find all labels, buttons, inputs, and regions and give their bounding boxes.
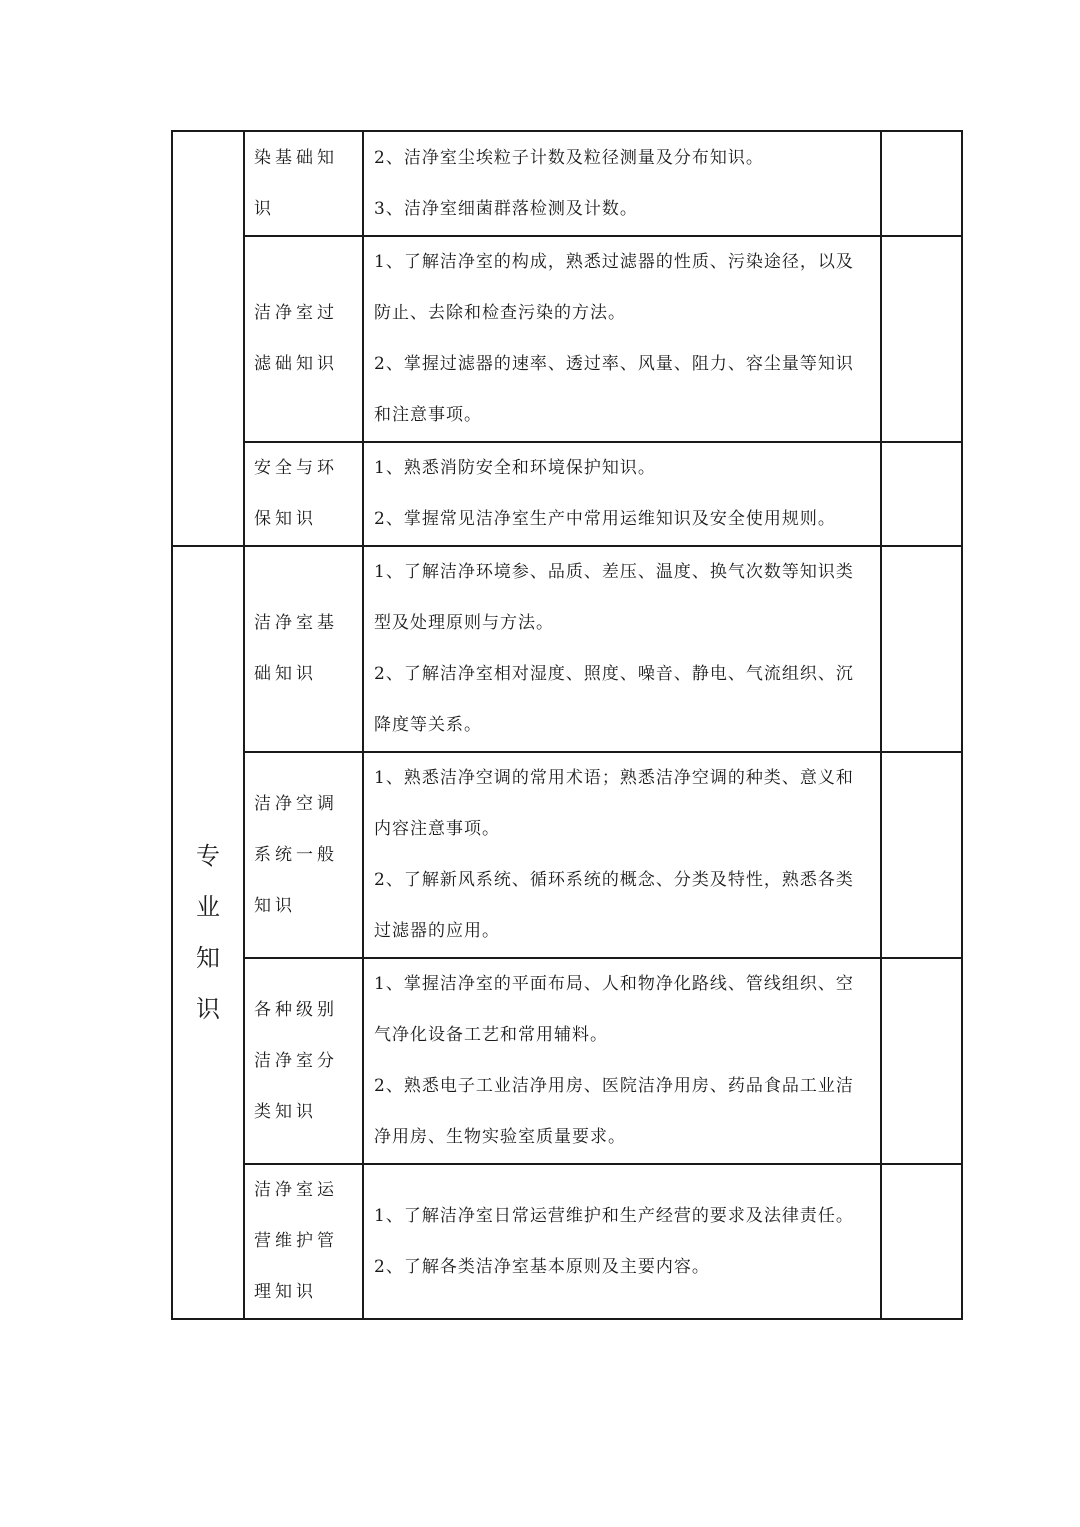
category-cell — [172, 546, 244, 1319]
content-cell — [363, 752, 881, 958]
content-line: 防止、去除和检查污染的方法。 — [374, 303, 626, 323]
blank-cell — [881, 442, 962, 546]
content-line: 气净化设备工艺和常用辅料。 — [374, 1025, 608, 1045]
blank-cell — [881, 546, 962, 752]
content-line: 和注意事项。 — [374, 405, 482, 425]
blank-cell — [881, 958, 962, 1164]
content-cell — [363, 958, 881, 1164]
knowledge-table — [171, 130, 963, 1320]
content-line: 内容注意事项。 — [374, 819, 500, 839]
content-cell — [363, 131, 881, 236]
content-line: 净用房、生物实验室质量要求。 — [374, 1127, 626, 1147]
table-row — [172, 442, 962, 546]
content-line: 2、掌握常见洁净室生产中常用运维知识及安全使用规则。 — [374, 509, 836, 529]
content-line: 降度等关系。 — [374, 715, 482, 735]
blank-cell — [881, 236, 962, 442]
topic-cell: 洁净空调系统一般知识 — [244, 752, 363, 958]
topic-cell: 洁净室过滤础知识 — [244, 236, 363, 442]
content-line: 2、了解新风系统、循环系统的概念、分类及特性，熟悉各类 — [374, 870, 854, 890]
content-line: 2、熟悉电子工业洁净用房、医院洁净用房、药品食品工业洁 — [374, 1076, 854, 1096]
blank-cell — [881, 131, 962, 236]
content-line: 1、熟悉消防安全和环境保护知识。 — [374, 458, 656, 478]
content-line: 1、了解洁净室的构成，熟悉过滤器的性质、污染途径，以及 — [374, 252, 854, 272]
table-row — [172, 752, 962, 958]
topic-cell: 染基础知识 — [244, 131, 363, 236]
blank-cell — [881, 1164, 962, 1319]
content-line: 1、了解洁净环境参、品质、差压、温度、换气次数等知识类 — [374, 562, 854, 582]
content-line: 2、洁净室尘埃粒子计数及粒径测量及分布知识。 — [374, 147, 764, 168]
content-line: 2、了解各类洁净室基本原则及主要内容。 — [374, 1256, 710, 1277]
category-label: 专 业 知 识 — [196, 841, 220, 1023]
category-cell-continued — [172, 131, 244, 546]
table-row — [172, 958, 962, 1164]
topic-cell: 洁净室基础知识 — [244, 546, 363, 752]
content-cell — [363, 546, 881, 752]
content-line: 1、掌握洁净室的平面布局、人和物净化路线、管线组织、空 — [374, 974, 854, 994]
content-line: 2、掌握过滤器的速率、透过率、风量、阻力、容尘量等知识 — [374, 354, 854, 374]
content-line: 过滤器的应用。 — [374, 921, 500, 941]
content-cell — [363, 1164, 881, 1319]
content-line: 1、了解洁净室日常运营维护和生产经营的要求及法律责任。 — [374, 1205, 854, 1226]
table-row — [172, 131, 962, 236]
content-line: 3、洁净室细菌群落检测及计数。 — [374, 198, 638, 219]
table-row — [172, 1164, 962, 1319]
topic-cell: 安全与环保知识 — [244, 442, 363, 546]
content-line: 2、了解洁净室相对湿度、照度、噪音、静电、气流组织、沉 — [374, 664, 854, 684]
topic-cell: 各种级别洁净室分类知识 — [244, 958, 363, 1164]
content-cell — [363, 442, 881, 546]
content-line: 1、熟悉洁净空调的常用术语；熟悉洁净空调的种类、意义和 — [374, 768, 854, 788]
blank-cell — [881, 752, 962, 958]
content-cell — [363, 236, 881, 442]
content-line: 型及处理原则与方法。 — [374, 613, 554, 633]
table-row — [172, 236, 962, 442]
topic-cell: 洁净室运营维护管理知识 — [244, 1164, 363, 1319]
table-row — [172, 546, 962, 752]
